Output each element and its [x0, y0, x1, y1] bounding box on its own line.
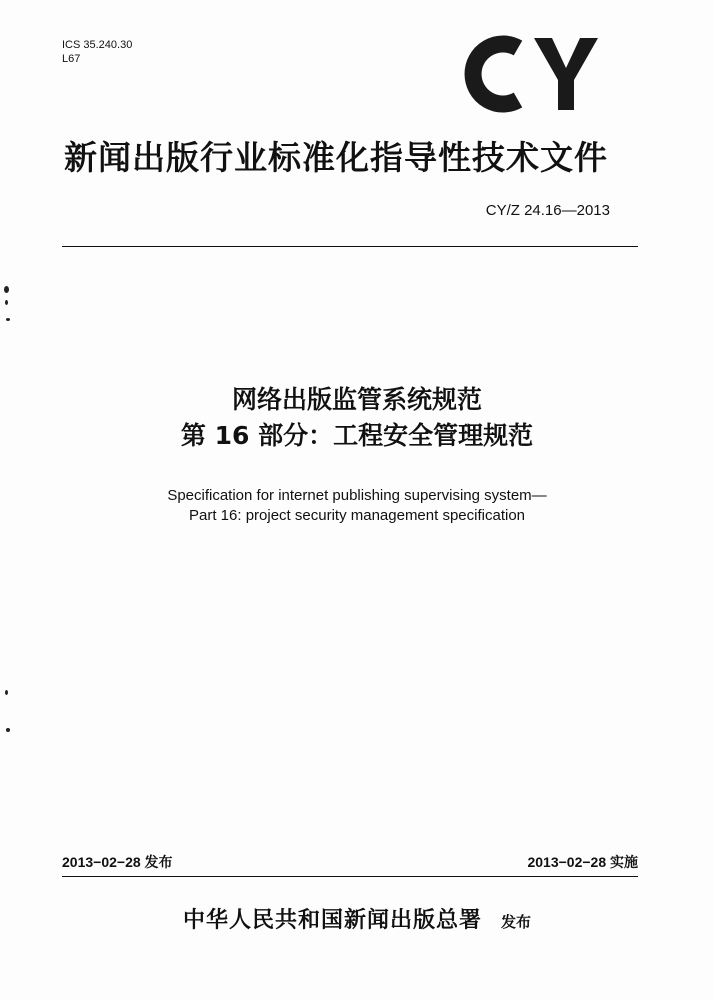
effective-date: 2013−02−28 实施	[527, 854, 638, 870]
top-divider	[62, 246, 638, 247]
scan-speck	[4, 286, 9, 293]
bottom-divider	[62, 876, 638, 877]
scan-speck	[6, 318, 10, 321]
issue-date: 2013−02−28 发布	[62, 854, 173, 870]
date-row	[62, 852, 638, 874]
category-title: 新闻出版行业标准化指导性技术文件	[64, 138, 608, 177]
english-title-line-1: Specification for internet publishing supervising system—	[167, 487, 547, 504]
cy-logo	[452, 34, 602, 114]
chinese-title	[0, 382, 714, 454]
chinese-title-line-1: 网络出版监管系统规范	[231, 385, 482, 414]
chinese-title-line-2: 第 16 部分：工程安全管理规范	[180, 421, 534, 450]
scan-speck	[6, 728, 10, 732]
publish-action: 发布	[501, 913, 532, 931]
scan-speck	[5, 690, 8, 695]
publisher-organization: 中华人民共和国新闻出版总署	[182, 907, 482, 933]
scan-speck	[5, 300, 8, 305]
ics-code: ICS 35.240.30	[62, 39, 133, 51]
standard-number: CY/Z 24.16—2013	[485, 202, 610, 219]
classification-codes	[62, 38, 132, 66]
english-title-line-2: Part 16: project security management specification	[189, 507, 525, 524]
publisher-line	[0, 903, 714, 934]
ccs-code: L67	[62, 53, 81, 65]
english-title	[0, 486, 714, 526]
